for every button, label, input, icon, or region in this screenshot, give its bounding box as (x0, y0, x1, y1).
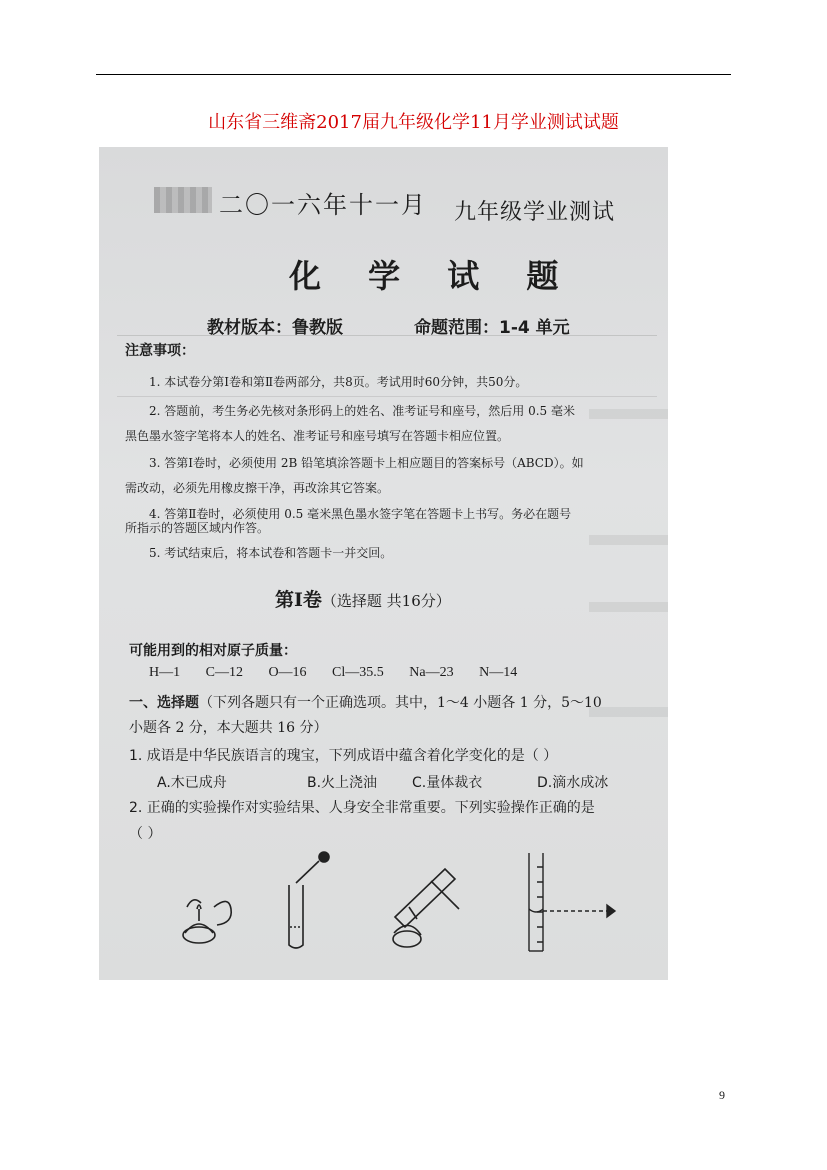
atomic-mass-title: 可能用到的相对原子质量： (129, 643, 297, 659)
part1-title (275, 585, 451, 612)
exam-date: 二〇一六年十一月 (219, 191, 427, 219)
question-2-stem-cont: （ ） (129, 826, 162, 842)
section1-title: 一、选择题 (129, 695, 199, 711)
subject-title: 化 学 试 题 (289, 257, 577, 295)
question-1-option-a: A.木已成舟 (157, 775, 227, 791)
textbook-edition: 教材版本：鲁教版 (207, 318, 343, 338)
header-rule (96, 74, 731, 75)
exam-name: 九年级学业测试 (454, 200, 616, 225)
question-2-stem: 2. 正确的实验操作对实验结果、人身安全非常重要。下列实验操作正确的是 (129, 800, 595, 816)
notice-item: 1. 本试卷分第Ⅰ卷和第Ⅱ卷两部分，共8页。考试用时60分钟，共50分。 (149, 375, 528, 389)
notice-item: 5. 考试结束后，将本试卷和答题卡一并交回。 (149, 546, 393, 560)
experiment-figures (159, 847, 639, 957)
page-number: 9 (719, 1088, 725, 1102)
exam-scope: 命题范围：1-4 单元 (414, 318, 570, 338)
alcohol-lamp-lighting-figure (183, 900, 231, 943)
question-1-option-d: D.滴水成冰 (537, 775, 609, 791)
part1-subtitle: （选择题 共16分） (321, 592, 451, 610)
bleed-through-mark (589, 602, 668, 612)
section1-instruction: （下列各题只有一个正确选项。其中，1～4 小题各 1 分，5～10 (199, 695, 602, 711)
notice-item: 4. 答第Ⅱ卷时，必须使用 0.5 毫米黑色墨水签字笔在答题卡上书写。务必在题号 (149, 507, 572, 521)
atomic-mass-values: H—1 C—12 O—16 Cl—35.5 Na—23 N—14 (149, 665, 518, 680)
graduated-cylinder-reading-figure (529, 853, 615, 951)
bleed-through-mark (589, 535, 668, 545)
notice-item: 2. 答题前，考生务必先核对条形码上的姓名、准考证号和座号，然后用 0.5 毫米 (149, 404, 575, 418)
question-1-option-b: B.火上浇油 (307, 775, 378, 791)
bleed-through-mark (589, 409, 668, 419)
notice-title: 注意事项： (125, 343, 195, 359)
notice-item: 黑色墨水签字笔将本人的姓名、准考证号和座号填写在答题卡相应位置。 (125, 429, 510, 443)
redacted-school-name (154, 187, 212, 213)
part1-label: 第Ⅰ卷 (275, 589, 322, 611)
test-tube-dropper-figure (289, 852, 329, 948)
notice-item: 所指示的答题区域内作答。 (125, 521, 270, 535)
heating-test-tube-figure (393, 869, 459, 947)
section1-heading (129, 692, 602, 712)
exam-photo (99, 147, 668, 980)
notice-item: 需改动，必须先用橡皮擦干净，再改涂其它答案。 (125, 481, 390, 495)
question-1-stem: 1. 成语是中华民族语言的瑰宝，下列成语中蕴含着化学变化的是（ ） (129, 748, 558, 764)
question-1-option-c: C.量体裁衣 (412, 775, 483, 791)
document-title: 山东省三维斋2017届九年级化学11月学业测试试题 (208, 112, 619, 133)
notice-item: 3. 答第Ⅰ卷时，必须使用 2B 铅笔填涂答题卡上相应题目的答案标号（ABCD）。如 (149, 456, 584, 470)
section1-instruction-cont: 小题各 2 分，本大题共 16 分） (129, 720, 328, 736)
